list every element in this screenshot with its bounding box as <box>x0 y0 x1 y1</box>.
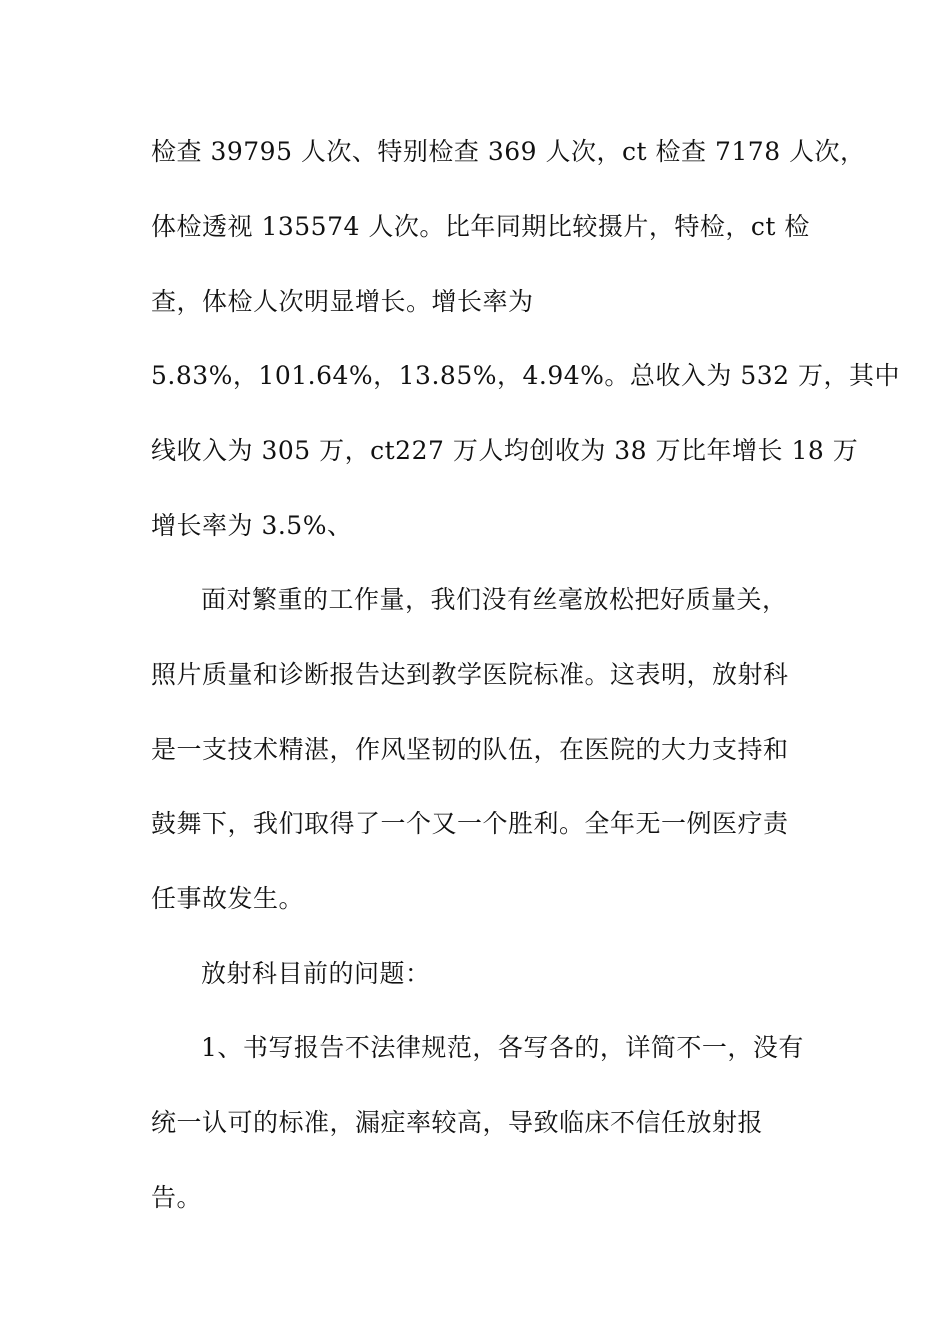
text-line: 照片质量和诊断报告达到教学医院标准。这表明，放射科 <box>151 660 789 689</box>
text-line: 检查 39795 人次、特别检查 369 人次，ct 检查 7178 人次， <box>151 137 866 166</box>
text-line: 统一认可的标准，漏症率较高，导致临床不信任放射报 <box>151 1108 764 1137</box>
text-line: 任事故发生。 <box>151 884 305 913</box>
text-line: 5.83%，101.64%，13.85%，4.94%。总收入为 532 万，其中 <box>151 361 901 390</box>
text-line: 告。 <box>151 1183 203 1212</box>
section-heading: 放射科目前的问题： <box>201 959 431 988</box>
text-line: 体检透视 135574 人次。比年同期比较摄片，特检，ct 检 <box>151 212 810 241</box>
text-line: 查，体检人次明显增长。增长率为 <box>151 287 534 316</box>
text-line: 是一支技术精湛，作风坚韧的队伍，在医院的大力支持和 <box>151 735 789 764</box>
paragraph-start-line: 面对繁重的工作量，我们没有丝毫放松把好质量关， <box>201 585 788 614</box>
text-line: 增长率为 3.5%、 <box>151 511 353 540</box>
list-item-line: 1、书写报告不法律规范，各写各的，详简不一，没有 <box>201 1033 804 1062</box>
text-line: 鼓舞下，我们取得了一个又一个胜利。全年无一例医疗责 <box>151 809 789 838</box>
text-line: 线收入为 305 万，ct227 万人均创收为 38 万比年增长 18 万 <box>151 436 859 465</box>
